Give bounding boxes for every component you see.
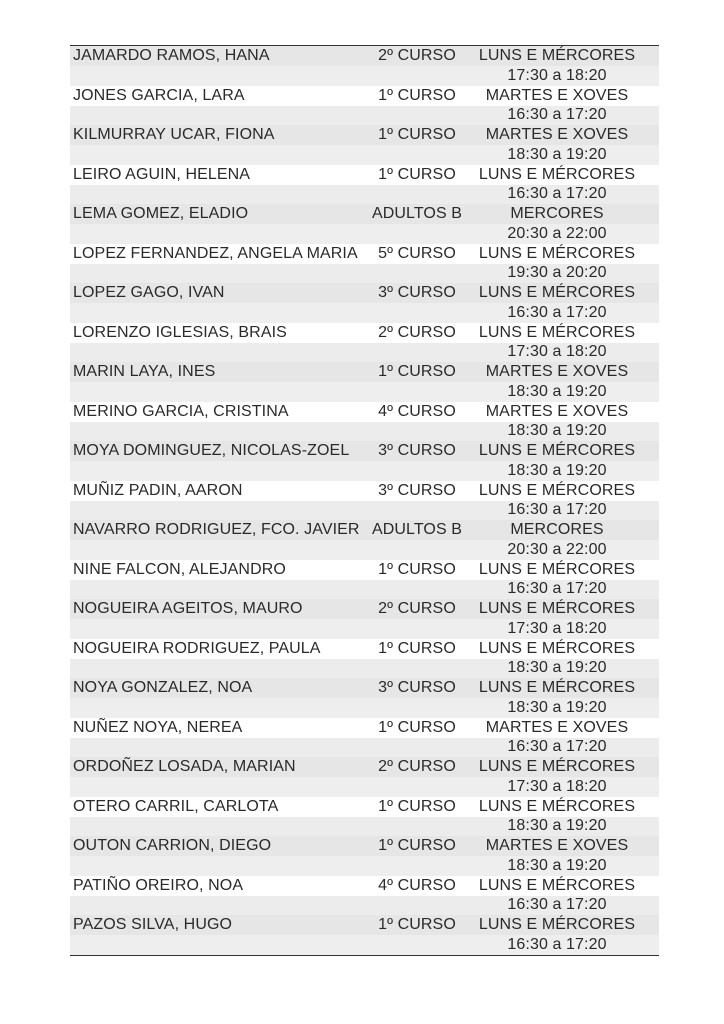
course-level: 1º CURSO [378,837,456,854]
schedule-time: 16:30 a 17:20 [507,185,607,202]
schedule [468,718,646,757]
schedule-days: LUNS E MÉRCORES [478,47,636,64]
table-row [70,323,659,363]
schedule [468,797,646,836]
table-row [70,283,659,323]
student-name: MARIN LAYA, INES [73,363,216,380]
student-name: LOPEZ FERNANDEZ, ANGELA MARIA [73,244,358,262]
course-level: 1º CURSO [378,560,456,578]
student-name: LEIRO AGUIN, HELENA [73,165,251,183]
table-row [70,639,659,679]
schedule [468,639,646,678]
schedule [468,915,646,954]
student-name: KILMURRAY UCAR, FIONA [73,126,275,143]
table-row [70,362,659,402]
schedule-days: LUNS E MÉRCORES [478,165,636,183]
schedule [468,165,646,204]
table-row [70,718,659,758]
schedule-days: MERCORES [510,521,604,538]
table-row [70,560,659,600]
course-level: 1º CURSO [378,797,456,815]
student-name: ORDOÑEZ LOSADA, MARIAN [73,758,296,775]
schedule-time: 18:30 a 19:20 [507,461,607,479]
schedule-days: MARTES E XOVES [485,837,629,854]
table-row [70,86,659,126]
schedule-time: 17:30 a 18:20 [507,777,607,795]
schedule-time: 20:30 a 22:00 [507,224,607,242]
schedule-days: MARTES E XOVES [485,126,629,143]
schedule-time: 16:30 a 17:20 [507,935,607,953]
schedule-days: LUNS E MÉRCORES [478,323,636,341]
course-level: 1º CURSO [378,86,456,104]
schedule-days: LUNS E MÉRCORES [478,560,636,578]
schedule [468,481,646,520]
table-row [70,915,659,955]
table-row [70,757,659,797]
student-name: NINE FALCON, ALEJANDRO [73,560,286,578]
schedule [468,560,646,599]
student-name: NOGUEIRA RODRIGUEZ, PAULA [73,639,321,657]
schedule [468,599,646,638]
course-level: 1º CURSO [378,639,456,657]
student-name: NOGUEIRA AGEITOS, MAURO [73,600,303,617]
student-name: NOYA GONZALEZ, NOA [73,679,253,696]
student-name: LEMA GOMEZ, ELADIO [73,205,249,222]
schedule [468,362,646,401]
table-row [70,204,659,244]
course-level: 4º CURSO [378,876,456,894]
schedule-time: 18:30 a 19:20 [507,817,607,834]
student-name: JAMARDO RAMOS, HANA [73,47,270,64]
table-row [70,481,659,521]
course-level: 4º CURSO [378,402,456,420]
schedule-time: 16:30 a 17:20 [507,501,607,518]
schedule [468,204,646,243]
course-level: 2º CURSO [378,47,456,64]
table-row [70,876,659,916]
course-level: 3º CURSO [378,481,456,499]
table-row [70,165,659,205]
student-name: OUTON CARRION, DIEGO [73,837,272,854]
schedule-time: 16:30 a 17:20 [507,738,607,755]
table-row [70,441,659,481]
schedule-days: LUNS E MÉRCORES [478,797,636,815]
course-level: 1º CURSO [378,363,456,380]
schedule-days: LUNS E MÉRCORES [478,758,636,775]
schedule-days: MARTES E XOVES [485,718,629,736]
course-level: 3º CURSO [378,442,456,459]
course-level: 2º CURSO [378,323,456,341]
schedule-time: 20:30 a 22:00 [507,540,607,558]
schedule-time: 16:30 a 17:20 [507,580,607,597]
table-row [70,125,659,165]
schedule [468,441,646,480]
schedule-days: LUNS E MÉRCORES [478,600,636,617]
course-level: 2º CURSO [378,758,456,775]
schedule [468,323,646,362]
schedule-days: MARTES E XOVES [485,402,629,420]
student-name: PATIÑO OREIRO, NOA [73,876,244,894]
course-level: 3º CURSO [378,284,456,301]
schedule [468,244,646,283]
schedule-days: MARTES E XOVES [485,363,629,380]
table-row [70,797,659,837]
schedule [468,283,646,322]
table-row [70,678,659,718]
student-name: OTERO CARRIL, CARLOTA [73,797,279,815]
schedule-time: 18:30 a 19:20 [507,698,607,716]
schedule-days: LUNS E MÉRCORES [478,639,636,657]
schedule-days: LUNS E MÉRCORES [478,442,636,459]
schedule-time: 18:30 a 19:20 [507,659,607,676]
schedule [468,402,646,441]
schedule-days: LUNS E MÉRCORES [478,481,636,499]
course-level: 5º CURSO [378,244,456,262]
schedule [468,836,646,875]
schedule-time: 18:30 a 19:20 [507,856,607,874]
table-row [70,402,659,442]
schedule-time: 17:30 a 18:20 [507,66,607,84]
schedule-time: 16:30 a 17:20 [507,106,607,123]
schedule-days: LUNS E MÉRCORES [478,679,636,696]
schedule [468,46,646,85]
student-name: LOPEZ GAGO, IVAN [73,284,225,301]
student-name: PAZOS SILVA, HUGO [73,916,233,933]
course-level: 1º CURSO [378,165,456,183]
table-row [70,46,659,86]
course-level: ADULTOS B [371,521,463,538]
course-level: 3º CURSO [378,679,456,696]
schedule-time: 16:30 a 17:20 [507,896,607,913]
course-level: 2º CURSO [378,600,456,617]
schedule-time: 17:30 a 18:20 [507,343,607,360]
course-level: 1º CURSO [378,916,456,933]
schedule [468,520,646,559]
schedule [468,757,646,796]
course-level: 1º CURSO [378,126,456,143]
schedule-days: LUNS E MÉRCORES [478,284,636,301]
schedule-time: 16:30 a 17:20 [507,303,607,321]
student-name: LORENZO IGLESIAS, BRAIS [73,323,287,341]
schedule [468,125,646,164]
table-row [70,520,659,560]
student-name: NUÑEZ NOYA, NEREA [73,718,243,736]
schedule-days: MERCORES [510,205,604,222]
schedule [468,876,646,915]
schedule-days: MARTES E XOVES [485,86,629,104]
course-level: ADULTOS B [371,205,463,222]
course-level: 1º CURSO [378,718,456,736]
schedule-days: LUNS E MÉRCORES [478,916,636,933]
schedule-time: 18:30 a 19:20 [507,382,607,400]
student-schedule-table [70,45,659,956]
table-row [70,599,659,639]
schedule-days: LUNS E MÉRCORES [478,876,636,894]
student-name: MERINO GARCIA, CRISTINA [73,402,289,420]
student-name: JONES GARCIA, LARA [73,86,245,104]
table-row [70,836,659,876]
schedule-time: 19:30 a 20:20 [507,264,607,281]
student-name: MUÑIZ PADIN, AARON [73,481,243,499]
schedule-days: LUNS E MÉRCORES [478,244,636,262]
schedule-time: 17:30 a 18:20 [507,619,607,637]
schedule-time: 18:30 a 19:20 [507,145,607,163]
schedule [468,86,646,125]
student-name: NAVARRO RODRIGUEZ, FCO. JAVIER [73,521,360,538]
schedule [468,678,646,717]
schedule-time: 18:30 a 19:20 [507,422,607,439]
student-name: MOYA DOMINGUEZ, NICOLAS-ZOEL [73,442,350,459]
table-row [70,244,659,284]
